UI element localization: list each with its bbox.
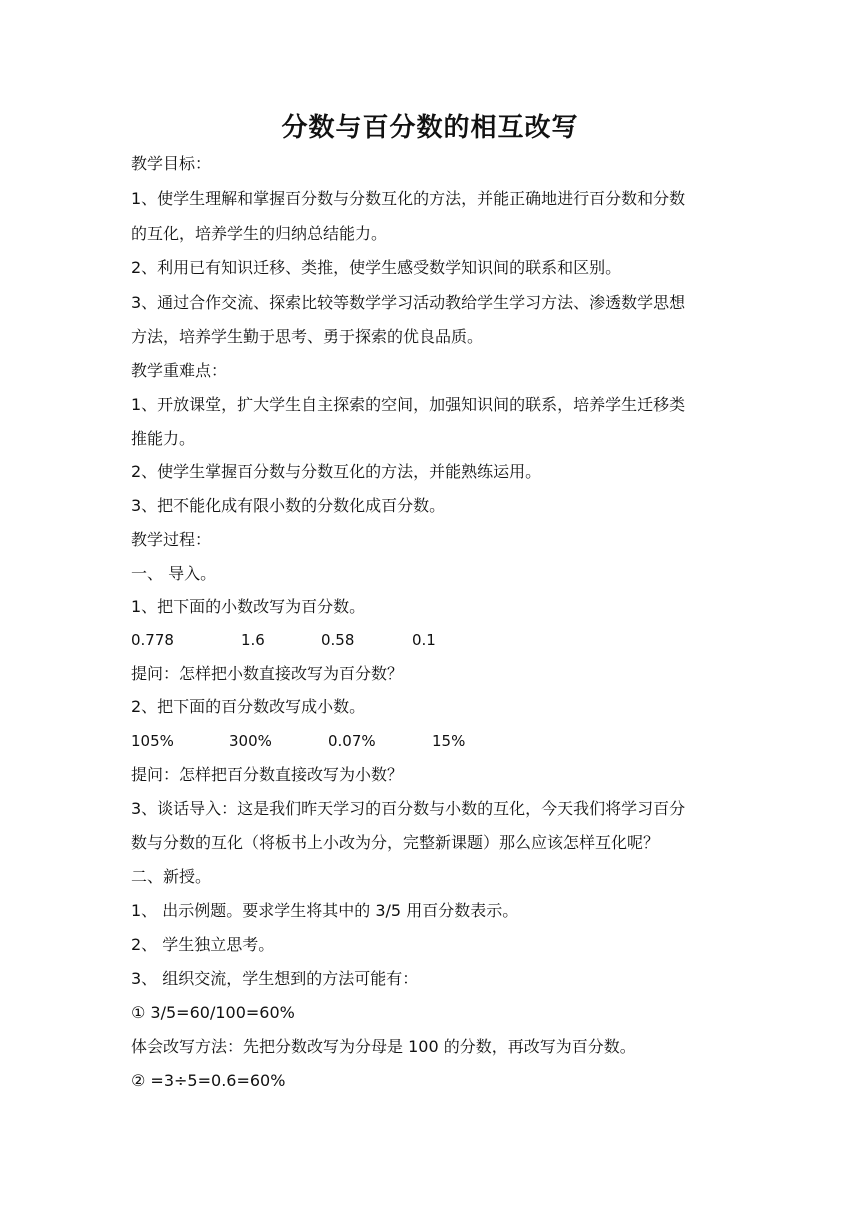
method-line: ② =3÷5=0.6=60% [131, 1071, 286, 1090]
paragraph-line: 推能力。 [131, 429, 196, 448]
decimal-value: 0.1 [412, 631, 436, 649]
paragraph-line: 1、 出示例题。要求学生将其中的 3/5 用百分数表示。 [131, 901, 519, 920]
section-heading: 二、新授。 [131, 867, 212, 886]
paragraph-line: 2、利用已有知识迁移、类推，使学生感受数学知识间的联系和区别。 [131, 258, 622, 277]
question-line: 提问：怎样把百分数直接改写为小数？ [131, 765, 404, 784]
percent-list [131, 724, 741, 758]
decimal-value: 0.778 [131, 631, 174, 649]
decimal-value: 0.58 [321, 631, 355, 649]
question-line: 提问：怎样把小数直接改写为百分数？ [131, 664, 404, 683]
section-heading: 一、 导入。 [131, 564, 217, 583]
paragraph-line: 方法，培养学生勤于思考、勇于探索的优良品质。 [131, 327, 484, 346]
paragraph-line: 3、谈话导入：这是我们昨天学习的百分数与小数的互化，今天我们将学习百分 [131, 799, 686, 818]
page-title: 分数与百分数的相互改写 [281, 113, 579, 143]
heading-process: 教学过程： [131, 530, 212, 549]
heading-objectives: 教学目标： [131, 154, 212, 173]
paragraph-line: 2、 学生独立思考。 [131, 935, 275, 954]
paragraph-line: 1、使学生理解和掌握百分数与分数互化的方法，并能正确地进行百分数和分数 [131, 189, 686, 208]
paragraph-line: 数与分数的互化（将板书上小改为分，完整新课题）那么应该怎样互化呢？ [131, 833, 660, 852]
percent-value: 105% [131, 732, 174, 750]
method-line: ① 3/5=60/100=60% [131, 1003, 295, 1022]
heading-key-points: 教学重难点： [131, 361, 228, 380]
decimal-list [131, 623, 741, 657]
paragraph-line: 2、使学生掌握百分数与分数互化的方法，并能熟练运用。 [131, 462, 542, 481]
decimal-value: 1.6 [241, 631, 265, 649]
paragraph-line: 1、把下面的小数改写为百分数。 [131, 597, 366, 616]
paragraph-line: 3、通过合作交流、探索比较等数学学习活动教给学生学习方法、渗透数学思想 [131, 293, 686, 312]
paragraph-line: 体会改写方法：先把分数改写为分母是 100 的分数，再改写为百分数。 [131, 1037, 636, 1056]
percent-value: 300% [229, 732, 272, 750]
paragraph-line: 的互化，培养学生的归纳总结能力。 [131, 224, 388, 243]
paragraph-line: 3、 组织交流，学生想到的方法可能有： [131, 969, 419, 988]
percent-value: 0.07% [328, 732, 376, 750]
paragraph-line: 3、把不能化成有限小数的分数化成百分数。 [131, 496, 446, 515]
paragraph-line: 1、开放课堂，扩大学生自主探索的空间，加强知识间的联系，培养学生迁移类 [131, 395, 686, 414]
paragraph-line: 2、把下面的百分数改写成小数。 [131, 697, 366, 716]
percent-value: 15% [432, 732, 466, 750]
